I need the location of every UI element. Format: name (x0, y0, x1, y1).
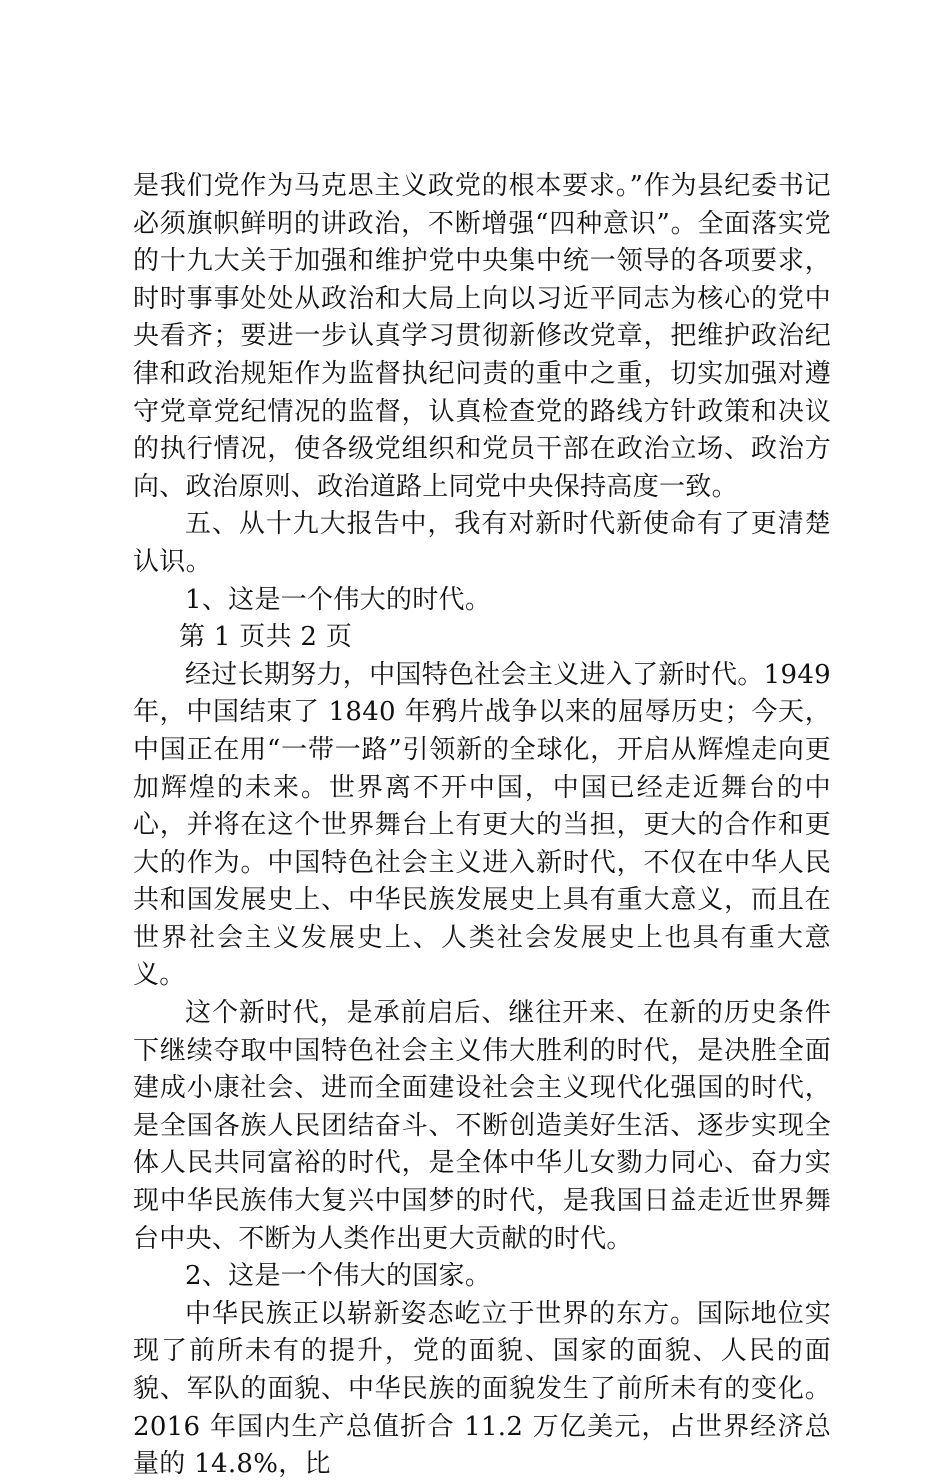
subheading-great-country: 2、这是一个伟大的国家。 (185, 1261, 492, 1292)
paragraph-new-era-history: 经过长期努力，中国特色社会主义进入了新时代。1949 年，中国结束了 1840 年鸦片战争以来的屈辱历史；今天，中国正在用“一带一路”引领新的全球化，开启从辉煌走向更加辉煌的未来。世界离不开中国，中国已经走近舞台的中心，并将在这个世界舞台上有更大的当担，更大的合作和更大的作为。中国特色社会主义进入新时代，不仅在中华人民共和国发展史上、中华民族发展史上具有重大意义，而且在世界社会主义发展史上、人类社会发展史上也具有重大意义。 (133, 659, 831, 991)
paragraph-national-status: 中华民族正以崭新姿态屹立于世界的东方。国际地位实现了前所未有的提升，党的面貌、国家的面貌、人民的面貌、军队的面貌、中华民族的面貌发生了前所未有的变化。2016 年国内生产总值折合 11.2 万亿美元，占世界经济总量的 14.8%，比 (133, 1298, 831, 1480)
document-page (133, 168, 831, 1484)
section-heading-new-era: 五、从十九大报告中，我有对新时代新使命有了更清楚认识。 (133, 509, 831, 577)
subheading-great-era: 1、这是一个伟大的时代。 (185, 584, 492, 615)
page-number-label: 第 1 页共 2 页 (179, 622, 353, 653)
paragraph-new-era-definition: 这个新时代，是承前启后、继往开来、在新的历史条件下继续夺取中国特色社会主义伟大胜利的时代，是决胜全面建成小康社会、进而全面建设社会主义现代化强国的时代，是全国各族人民团结奋斗、不断创造美好生活、逐步实现全体人民共同富裕的时代，是全体中华儿女勠力同心、奋力实现中华民族伟大复兴中国梦的时代，是我国日益走近世界舞台中央、不断为人类作出更大贡献的时代。 (133, 998, 831, 1254)
paragraph-political-requirements: 是我们党作为马克思主义政党的根本要求。”作为县纪委书记必须旗帜鲜明的讲政治，不断增强“四种意识”。全面落实党的十九大关于加强和维护党中央集中统一领导的各项要求，时时事事处处从政治和大局上向以习近平同志为核心的党中央看齐；要进一步认真学习贯彻新修改党章，把维护政治纪律和政治规矩作为监督执纪问责的重中之重，切实加强对遵守党章党纪情况的监督，认真检查党的路线方针政策和决议的执行情况，使各级党组织和党员干部在政治立场、政治方向、政治原则、政治道路上同党中央保持高度一致。 (133, 171, 831, 502)
